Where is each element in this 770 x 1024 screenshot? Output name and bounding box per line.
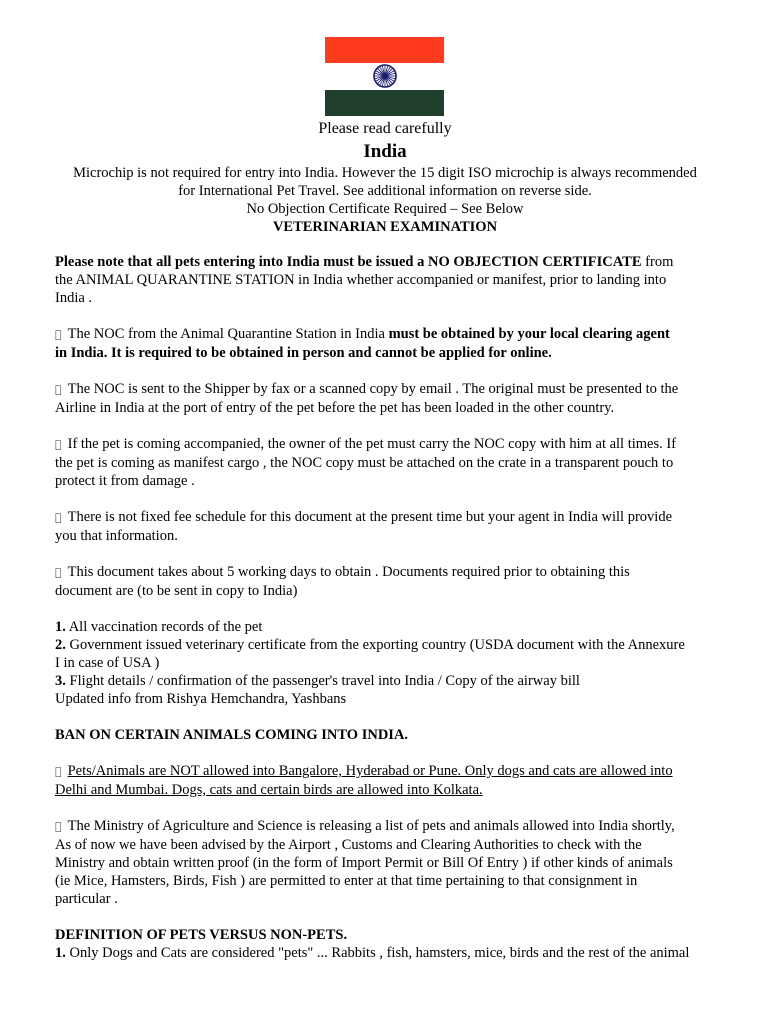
flag-green-band [325, 90, 444, 116]
noc-bold-text: Please note that all pets entering into India must be issued a NO OBJECTION CERTIFICATE [55, 254, 642, 270]
bullet-icon [55, 820, 62, 833]
bullet-icon [55, 511, 62, 524]
flag-white-band [325, 63, 444, 89]
vet-exam-heading: VETERINARIAN EXAMINATION [272, 219, 498, 235]
updated-info: Updated info from Rishya Hemchandra, Yashbans [55, 691, 347, 707]
read-carefully-heading: Please read carefully [318, 120, 452, 137]
definition-heading: DEFINITION OF PETS VERSUS NON-PETS. [55, 927, 348, 943]
noc-paragraph: Please note that all pets entering into India must be issued a NO OBJECTION CERTIFICATE from the ANIMAL QUARANTINE STATION in India whether accompanied or manifest, prior to landing into India . [55, 254, 674, 306]
bullet-paragraph: The NOC from the Animal Quarantine Station in India must be obtained by your local clearing agent in India. It is required to be obtained in person and cannot be applied for online. [55, 326, 664, 361]
bullet-paragraph: The NOC is sent to the Shipper by fax or a scanned copy by email . The original must be presented to the Airline in India at the port of entry of the pet before the pet has been loaded in the other country. [55, 381, 672, 416]
ministry-paragraph: The Ministry of Agriculture and Science is releasing a list of pets and animals allowed into India shortly, As of now we have been advised by the Airport , Customs and Clearing Authorities to check with the Ministry and obtain written proof (in the form of Import Permit or Bill Of Entry ) if other kinds of animals (ie Mice, Hamsters, Birds, Fish ) are permitted to enter at that time pertaining to that consignment in particular . [55, 818, 673, 907]
intro-block [0, 164, 770, 236]
intro-line: Microchip is not required for entry into India. However the 15 digit ISO microchip is always recommended [73, 165, 697, 181]
definition-paragraph: DEFINITION OF PETS VERSUS NON-PETS. 1. Only Dogs and Cats are considered "pets" ... Rabbits , fish, hamsters, mice, birds and the rest of the animal [55, 927, 690, 961]
ban-cities-paragraph: Pets/Animals are NOT allowed into Bangalore, Hyderabad or Pune. Only dogs and cats are allowed into Delhi and Mumbai. Dogs, cats and certain birds are allowed into Kolkata. [55, 763, 666, 798]
bullet-icon [55, 765, 62, 778]
bullet-paragraph: There is not fixed fee schedule for this document at the present time but your agent in India will provide you that information. [55, 509, 666, 544]
intro-line: for International Pet Travel. See additional information on reverse side. [178, 183, 592, 199]
required-docs-list: 1. All vaccination records of the pet 2. Government issued veterinary certificate from the exporting country (USDA document with the Annexure I in case of USA ) 3. Flight details / confirmation of the passenger's travel into India / Copy of the airway bill Updated info from Rishya Hemchandra, Yashbans [55, 619, 685, 707]
bullet-icon [55, 328, 62, 341]
country-title: India [363, 141, 407, 162]
bullet-icon [55, 438, 62, 451]
intro-line: No Objection Certificate Required – See Below [246, 201, 524, 217]
bullet-icon [55, 383, 62, 396]
bullet-paragraph: This document takes about 5 working days to obtain . Documents required prior to obtaining this document are (to be sent in copy to India) [55, 564, 624, 599]
flag-saffron-band [325, 37, 444, 63]
bullet-icon [55, 566, 62, 579]
india-flag-icon [325, 37, 444, 116]
ban-heading: BAN ON CERTAIN ANIMALS COMING INTO INDIA. [55, 727, 409, 743]
document-body [55, 253, 735, 962]
ashoka-chakra-icon [372, 63, 398, 89]
bullet-paragraph: If the pet is coming accompanied, the owner of the pet must carry the NOC copy with him at all times. If the pet is coming as manifest cargo , the NOC copy must be attached on the crate in a transparent pouch to protect it from damage . [55, 436, 674, 489]
